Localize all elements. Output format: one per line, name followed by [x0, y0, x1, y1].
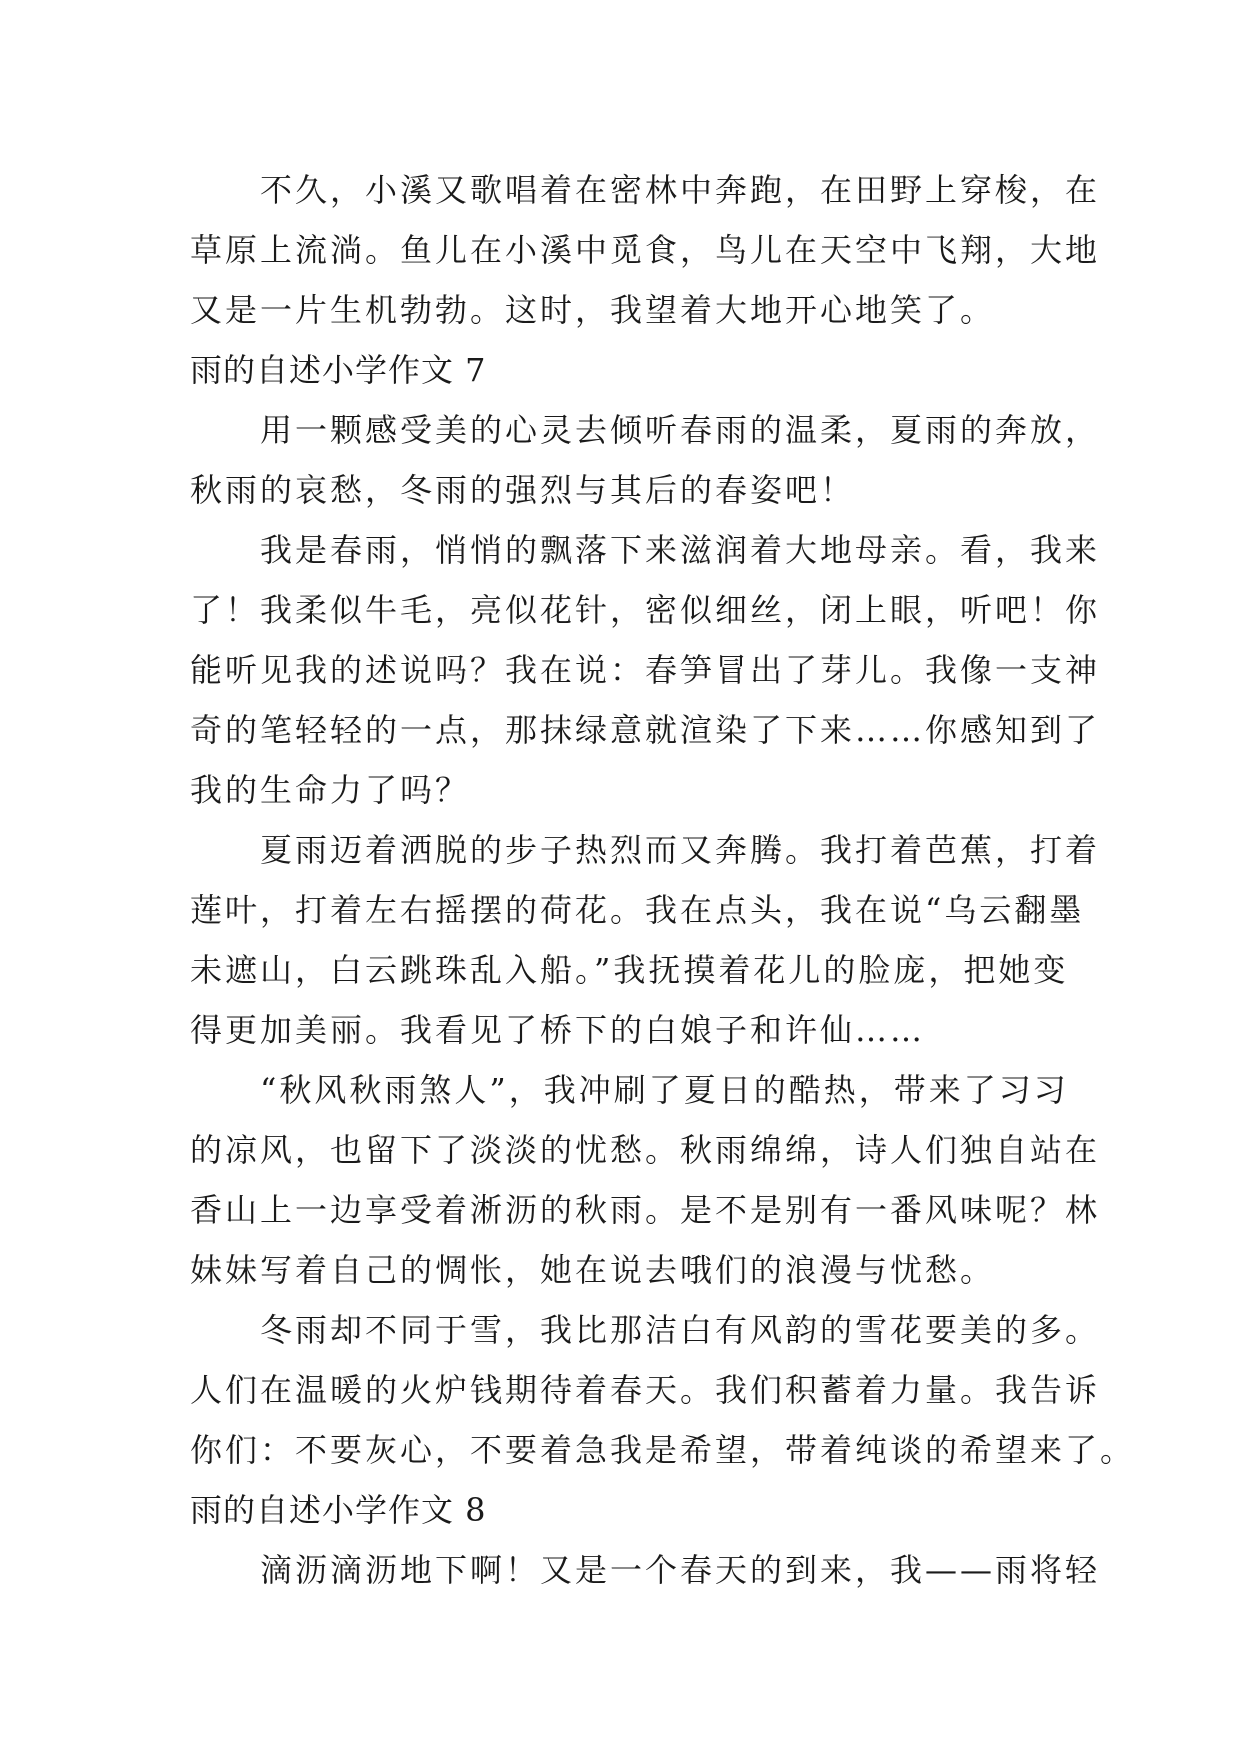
section-heading: 雨的自述小学作文 7	[190, 351, 487, 389]
paragraph-line: 奇的笔轻轻的一点，那抹绿意就渲染了下来……你感知到了	[190, 711, 1101, 749]
paragraph-line: 我的生命力了吗？	[190, 771, 471, 809]
paragraph-line: 妹妹写着自己的惆怅，她在说去哦们的浪漫与忧愁。	[190, 1251, 996, 1289]
document-body	[190, 160, 1136, 1600]
paragraph-line: 未遮山，白云跳珠乱入船。”我抚摸着花儿的脸庞，把她变	[190, 951, 1069, 989]
paragraph-line: 夏雨迈着洒脱的步子热烈而又奔腾。我打着芭蕉，打着	[190, 831, 1101, 869]
paragraph-line: 不久，小溪又歌唱着在密林中奔跑，在田野上穿梭，在	[190, 171, 1101, 209]
paragraph-line: 得更加美丽。我看见了桥下的白娘子和许仙……	[190, 1011, 926, 1049]
paragraph-line: 人们在温暖的火炉钱期待着春天。我们积蓄着力量。我告诉	[190, 1371, 1101, 1409]
section-heading: 雨的自述小学作文 8	[190, 1491, 487, 1529]
paragraph-line: 了！我柔似牛毛，亮似花针，密似细丝，闭上眼，听吧！你	[190, 591, 1101, 629]
paragraph-line: 的凉风，也留下了淡淡的忧愁。秋雨绵绵，诗人们独自站在	[190, 1131, 1101, 1169]
paragraph-line: 你们：不要灰心，不要着急我是希望，带着纯谈的希望来了。	[190, 1431, 1136, 1469]
paragraph-line: 又是一片生机勃勃。这时，我望着大地开心地笑了。	[190, 291, 996, 329]
paragraph-line: 香山上一边享受着淅沥的秋雨。是不是别有一番风味呢？林	[190, 1191, 1101, 1229]
paragraph-line: 冬雨却不同于雪，我比那洁白有风韵的雪花要美的多。	[190, 1311, 1101, 1349]
paragraph-line: 莲叶，打着左右摇摆的荷花。我在点头，我在说“乌云翻墨	[190, 891, 1085, 929]
paragraph-line: “秋风秋雨煞人”，我冲刷了夏日的酷热，带来了习习	[190, 1071, 1069, 1109]
paragraph-line: 草原上流淌。鱼儿在小溪中觅食，鸟儿在天空中飞翔，大地	[190, 231, 1101, 269]
paragraph-line: 用一颗感受美的心灵去倾听春雨的温柔，夏雨的奔放，	[190, 411, 1101, 449]
paragraph-line: 能听见我的述说吗？我在说：春笋冒出了芽儿。我像一支神	[190, 651, 1101, 689]
paragraph-line: 我是春雨，悄悄的飘落下来滋润着大地母亲。看，我来	[190, 531, 1101, 569]
paragraph-line: 秋雨的哀愁，冬雨的强烈与其后的春姿吧！	[190, 471, 856, 509]
paragraph-line: 滴沥滴沥地下啊！又是一个春天的到来，我——雨将轻	[190, 1551, 1101, 1589]
